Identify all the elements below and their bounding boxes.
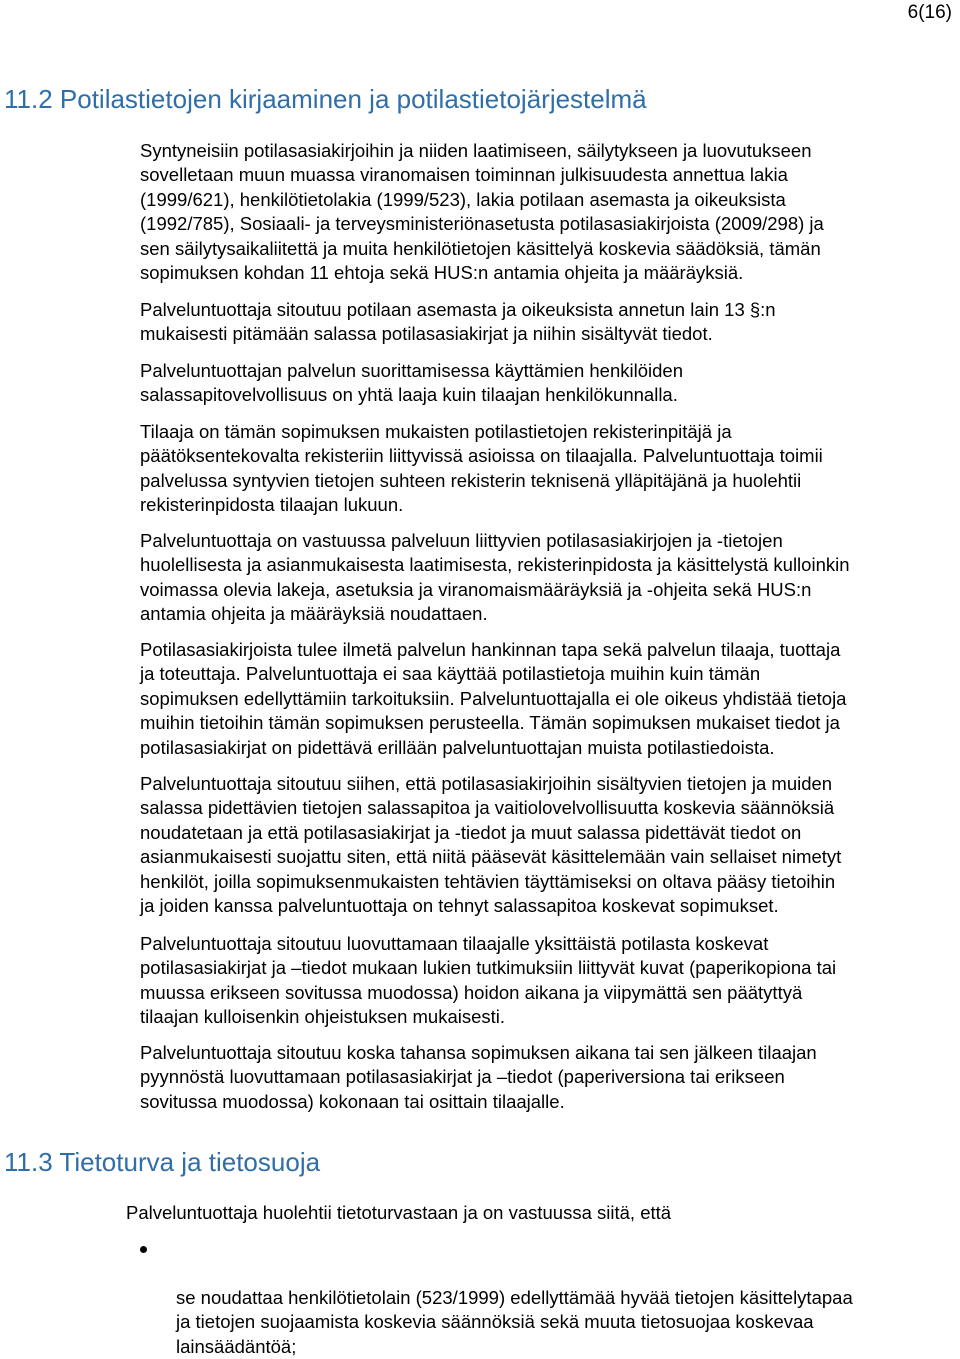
page-number: 6(16) [907, 2, 952, 23]
paragraph-9: Palveluntuottaja sitoutuu koska tahansa sopimuksen aikana tai sen jälkeen tilaajan pyynnöstä luovuttamaan potilasasiakirjat ja –tiedot (paperiversiona tai erikseen sovitussa muodossa) kokonaan tai osittain tilaajalle. [140, 1042, 817, 1112]
paragraph-5: Palveluntuottaja on vastuussa palveluun liittyvien potilasasiakirjojen ja -tietojen huolellisesta ja asianmukaisesta laatimisesta, rekisterinpidosta ja käsittelystä kulloinkin voimassa olevia lakeja, asetuksia ja viranomaismääräyksiä ja -ohjeita sekä HUS:n antamia ohjeita ja määräyksiä noudattaen. [140, 530, 850, 625]
paragraph-3: Palveluntuottajan palvelun suorittamisessa käyttämien henkilöiden salassapitovelvollisuus on yhtä laaja kuin tilaajan henkilökunnalla. [140, 360, 683, 406]
paragraph-4: Tilaaja on tämän sopimuksen mukaisten potilastietojen rekisterinpitäjä ja päätöksentekovalta rekisteriin liittyvissä asioissa on tilaajalla. Palveluntuottaja toimii palvelussa syntyvien tietojen suhteen rekisterin teknisenä ylläpitäjänä ja huolehtii rekisterinpidosta tilaajan lukuun. [140, 421, 823, 516]
paragraph-2: Palveluntuottaja sitoutuu potilaan asemasta ja oikeuksista annetun lain 13 §:n mukaisesti pitämään salassa potilasasiakirjat ja niihin sisältyvät tiedot. [140, 299, 776, 345]
paragraph-1: Syntyneisiin potilasasiakirjoihin ja niiden laatimiseen, säilytykseen ja luovutukseen sovelletaan muun muassa viranomaisen toiminnan julkisuudesta annettua lakia (1999/621), henkilötietolakia (1999/523), lakia potilaan asemasta ja oikeuksista (1992/785), Sosiaali- ja terveysministeriönasetusta potilasasiakirjoista (2009/298) ja sen säilytysaikaliitettä ja muita henkilötietojen käsittelyä koskevia säädöksiä, tämän sopimuksen kohdan 11 ehtoja sekä HUS:n antamia ohjeita ja määräyksiä. [140, 140, 824, 284]
paragraph-6: Potilasasiakirjoista tulee ilmetä palvelun hankinnan tapa sekä palvelun tilaaja, tuottaja ja toteuttaja. Palveluntuottaja ei saa käyttää potilastietoja muihin kuin tämän sopimuksen edellyttämiin tarkoituksiin. Palveluntuottajalla ei ole oikeus yhdistää tietoja muihin tietoihin tämän sopimuksen perusteella. Tämän sopimuksen mukaiset tiedot ja potilasasiakirjat on pidettävä erillään palveluntuottajan muista potilastiedoista. [140, 639, 847, 758]
bullet-icon [140, 1246, 147, 1253]
section-heading-11-3: 11.3 Tietoturva ja tietosuoja [4, 1147, 321, 1177]
paragraph-8: Palveluntuottaja sitoutuu luovuttamaan tilaajalle yksittäistä potilasta koskevat potilasasiakirjat ja –tiedot mukaan lukien tutkimuksiin liittyvät kuvat (paperikopiona tai muussa erikseen sovitussa muodossa) hoidon aikana ja viipymättä sen päätyttyä tilaajan kulloisenkin ohjeistuksen mukaisesti. [140, 933, 837, 1028]
bullet-list [140, 1237, 960, 1359]
section-intro: Palveluntuottaja huolehtii tietoturvastaan ja on vastuussa siitä, että [126, 1202, 672, 1223]
paragraph-7: Palveluntuottaja sitoutuu siihen, että potilasasiakirjoihin sisältyvien tietojen ja muiden salassa pidettävien tietojen salassapitoa ja vaitiolovelvollisuutta koskevia säännöksiä noudatetaan ja että potilasasiakirjat ja -tiedot ja muut salassa pidettävät tiedot on asianmukaisesti suojattu siten, että niitä pääsevät käsittelemään vain sellaiset nimetyt henkilöt, joilla sopimuksenmukaisten tehtävien täyttämiseksi on oltava pääsy tietoihin ja joiden kanssa palveluntuottaja on tehnyt salassapitoa koskevat sopimukset. [140, 773, 842, 917]
list-item [140, 1237, 960, 1359]
list-item-text: se noudattaa henkilötietolain (523/1999) edellyttämää hyvää tietojen käsittelytapaa ja tietojen suojaamista koskevia säännöksiä sekä muuta tietosuojaa koskevaa lainsäädäntöä; [176, 1286, 853, 1357]
section-heading-11-2: 11.2 Potilastietojen kirjaaminen ja potilastietojärjestelmä [4, 84, 647, 114]
